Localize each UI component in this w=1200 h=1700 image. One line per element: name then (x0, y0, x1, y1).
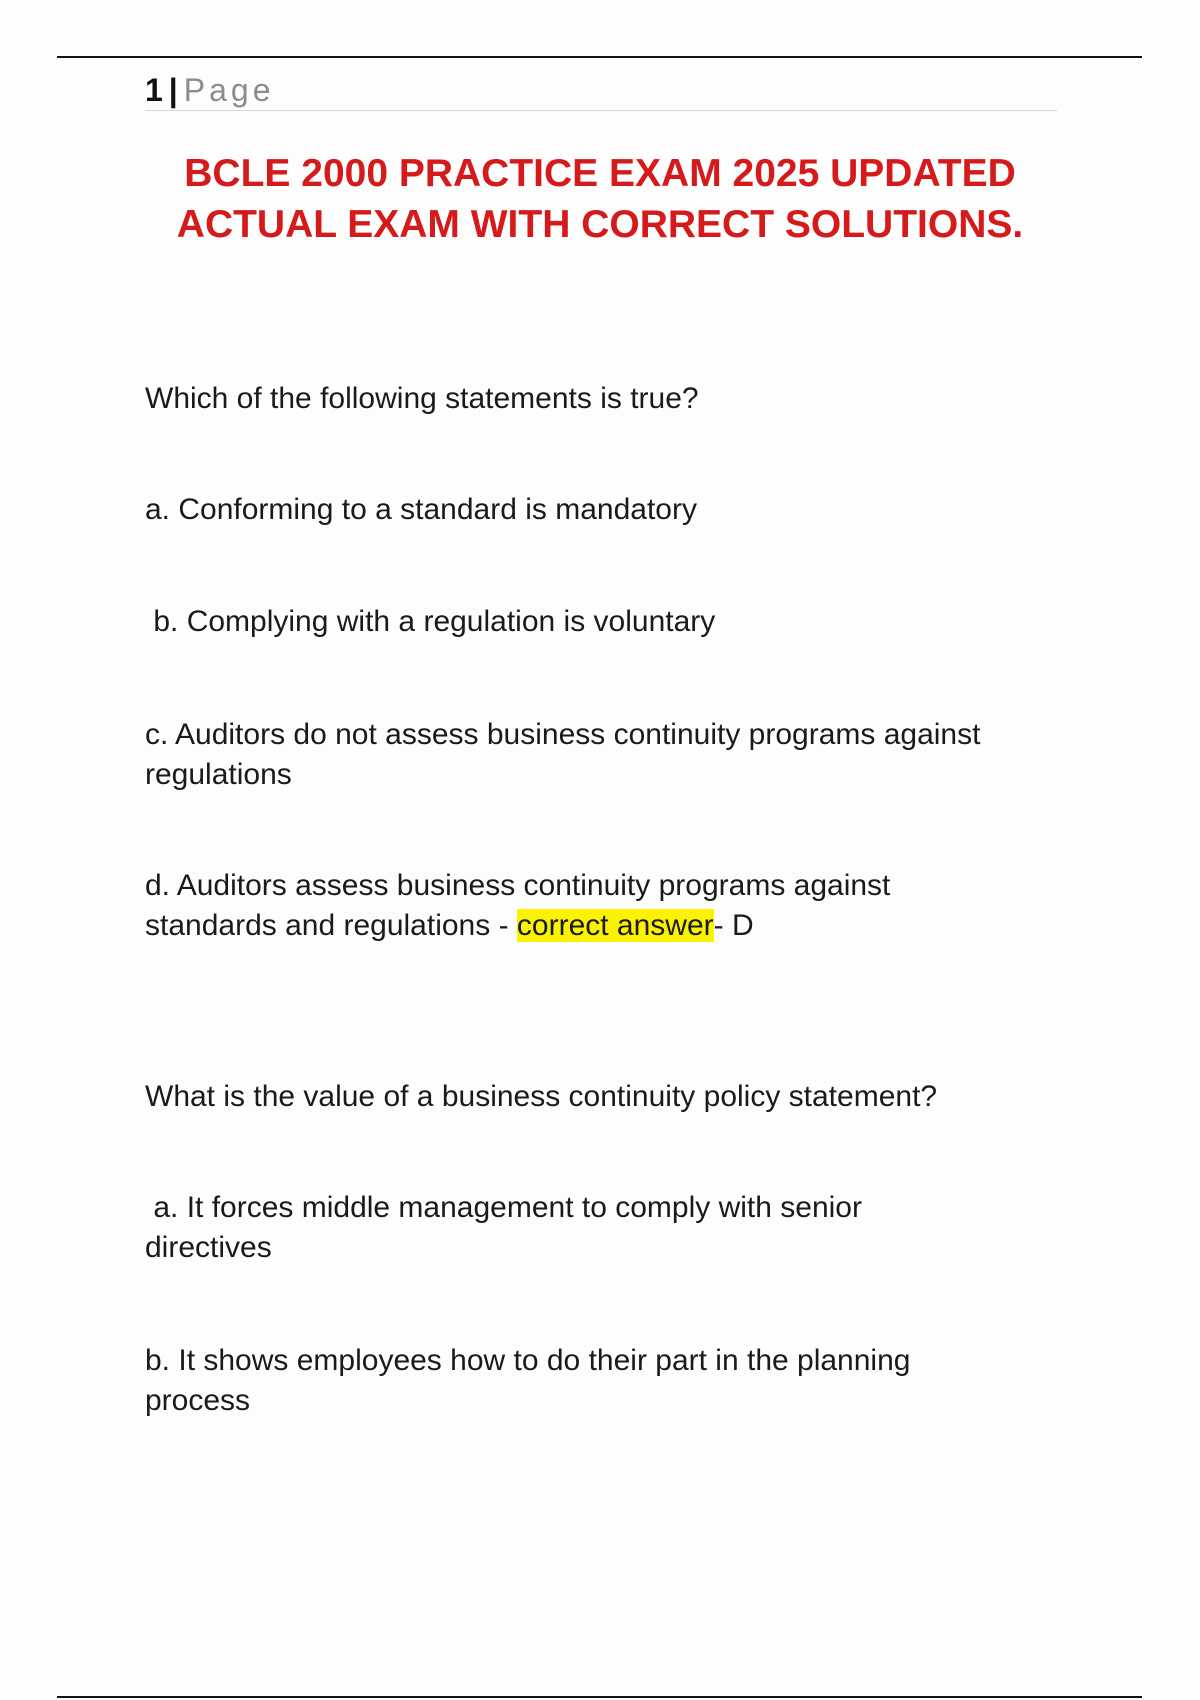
question-1-option-d (145, 866, 1075, 946)
option-d-suffix: - D (713, 909, 754, 942)
option-c-line-1: c. Auditors do not assess business continuity programs against (145, 718, 981, 751)
page-word: Page (183, 72, 275, 108)
q2-option-b-line-2: process (145, 1384, 251, 1417)
question-1-text: Which of the following statements is true? (145, 382, 699, 415)
bottom-rule (57, 1696, 1142, 1698)
option-d-prefix: standards and regulations - (145, 909, 517, 942)
top-rule (57, 56, 1142, 58)
option-d-line-1: d. Auditors assess business continuity programs against (145, 869, 891, 902)
question-1-option-b: b. Complying with a regulation is voluntary (145, 605, 716, 638)
question-2-option-a (145, 1188, 1075, 1268)
question-2-text: What is the value of a business continuity policy statement? (145, 1080, 938, 1113)
question-2-option-b (145, 1341, 1075, 1421)
page-separator: | (168, 72, 178, 108)
question-1-option-a: a. Conforming to a standard is mandatory (145, 493, 697, 526)
q2-option-a-line-1: a. It forces middle management to comply with senior (145, 1191, 862, 1224)
option-c-line-2: regulations (145, 758, 292, 791)
correct-answer-highlight: correct answer (516, 909, 714, 942)
option-d-line-2 (145, 906, 1075, 946)
page-number: 1 (145, 72, 163, 108)
page-header (145, 70, 1057, 111)
q2-option-a-line-2: directives (145, 1231, 272, 1264)
title-line-1: BCLE 2000 PRACTICE EXAM 2025 UPDATED (184, 152, 1016, 195)
document-title (120, 148, 1080, 250)
title-line-2: ACTUAL EXAM WITH CORRECT SOLUTIONS. (176, 203, 1024, 246)
question-1-option-c (145, 715, 1075, 795)
q2-option-b-line-1: b. It shows employees how to do their part in the planning (145, 1344, 911, 1377)
